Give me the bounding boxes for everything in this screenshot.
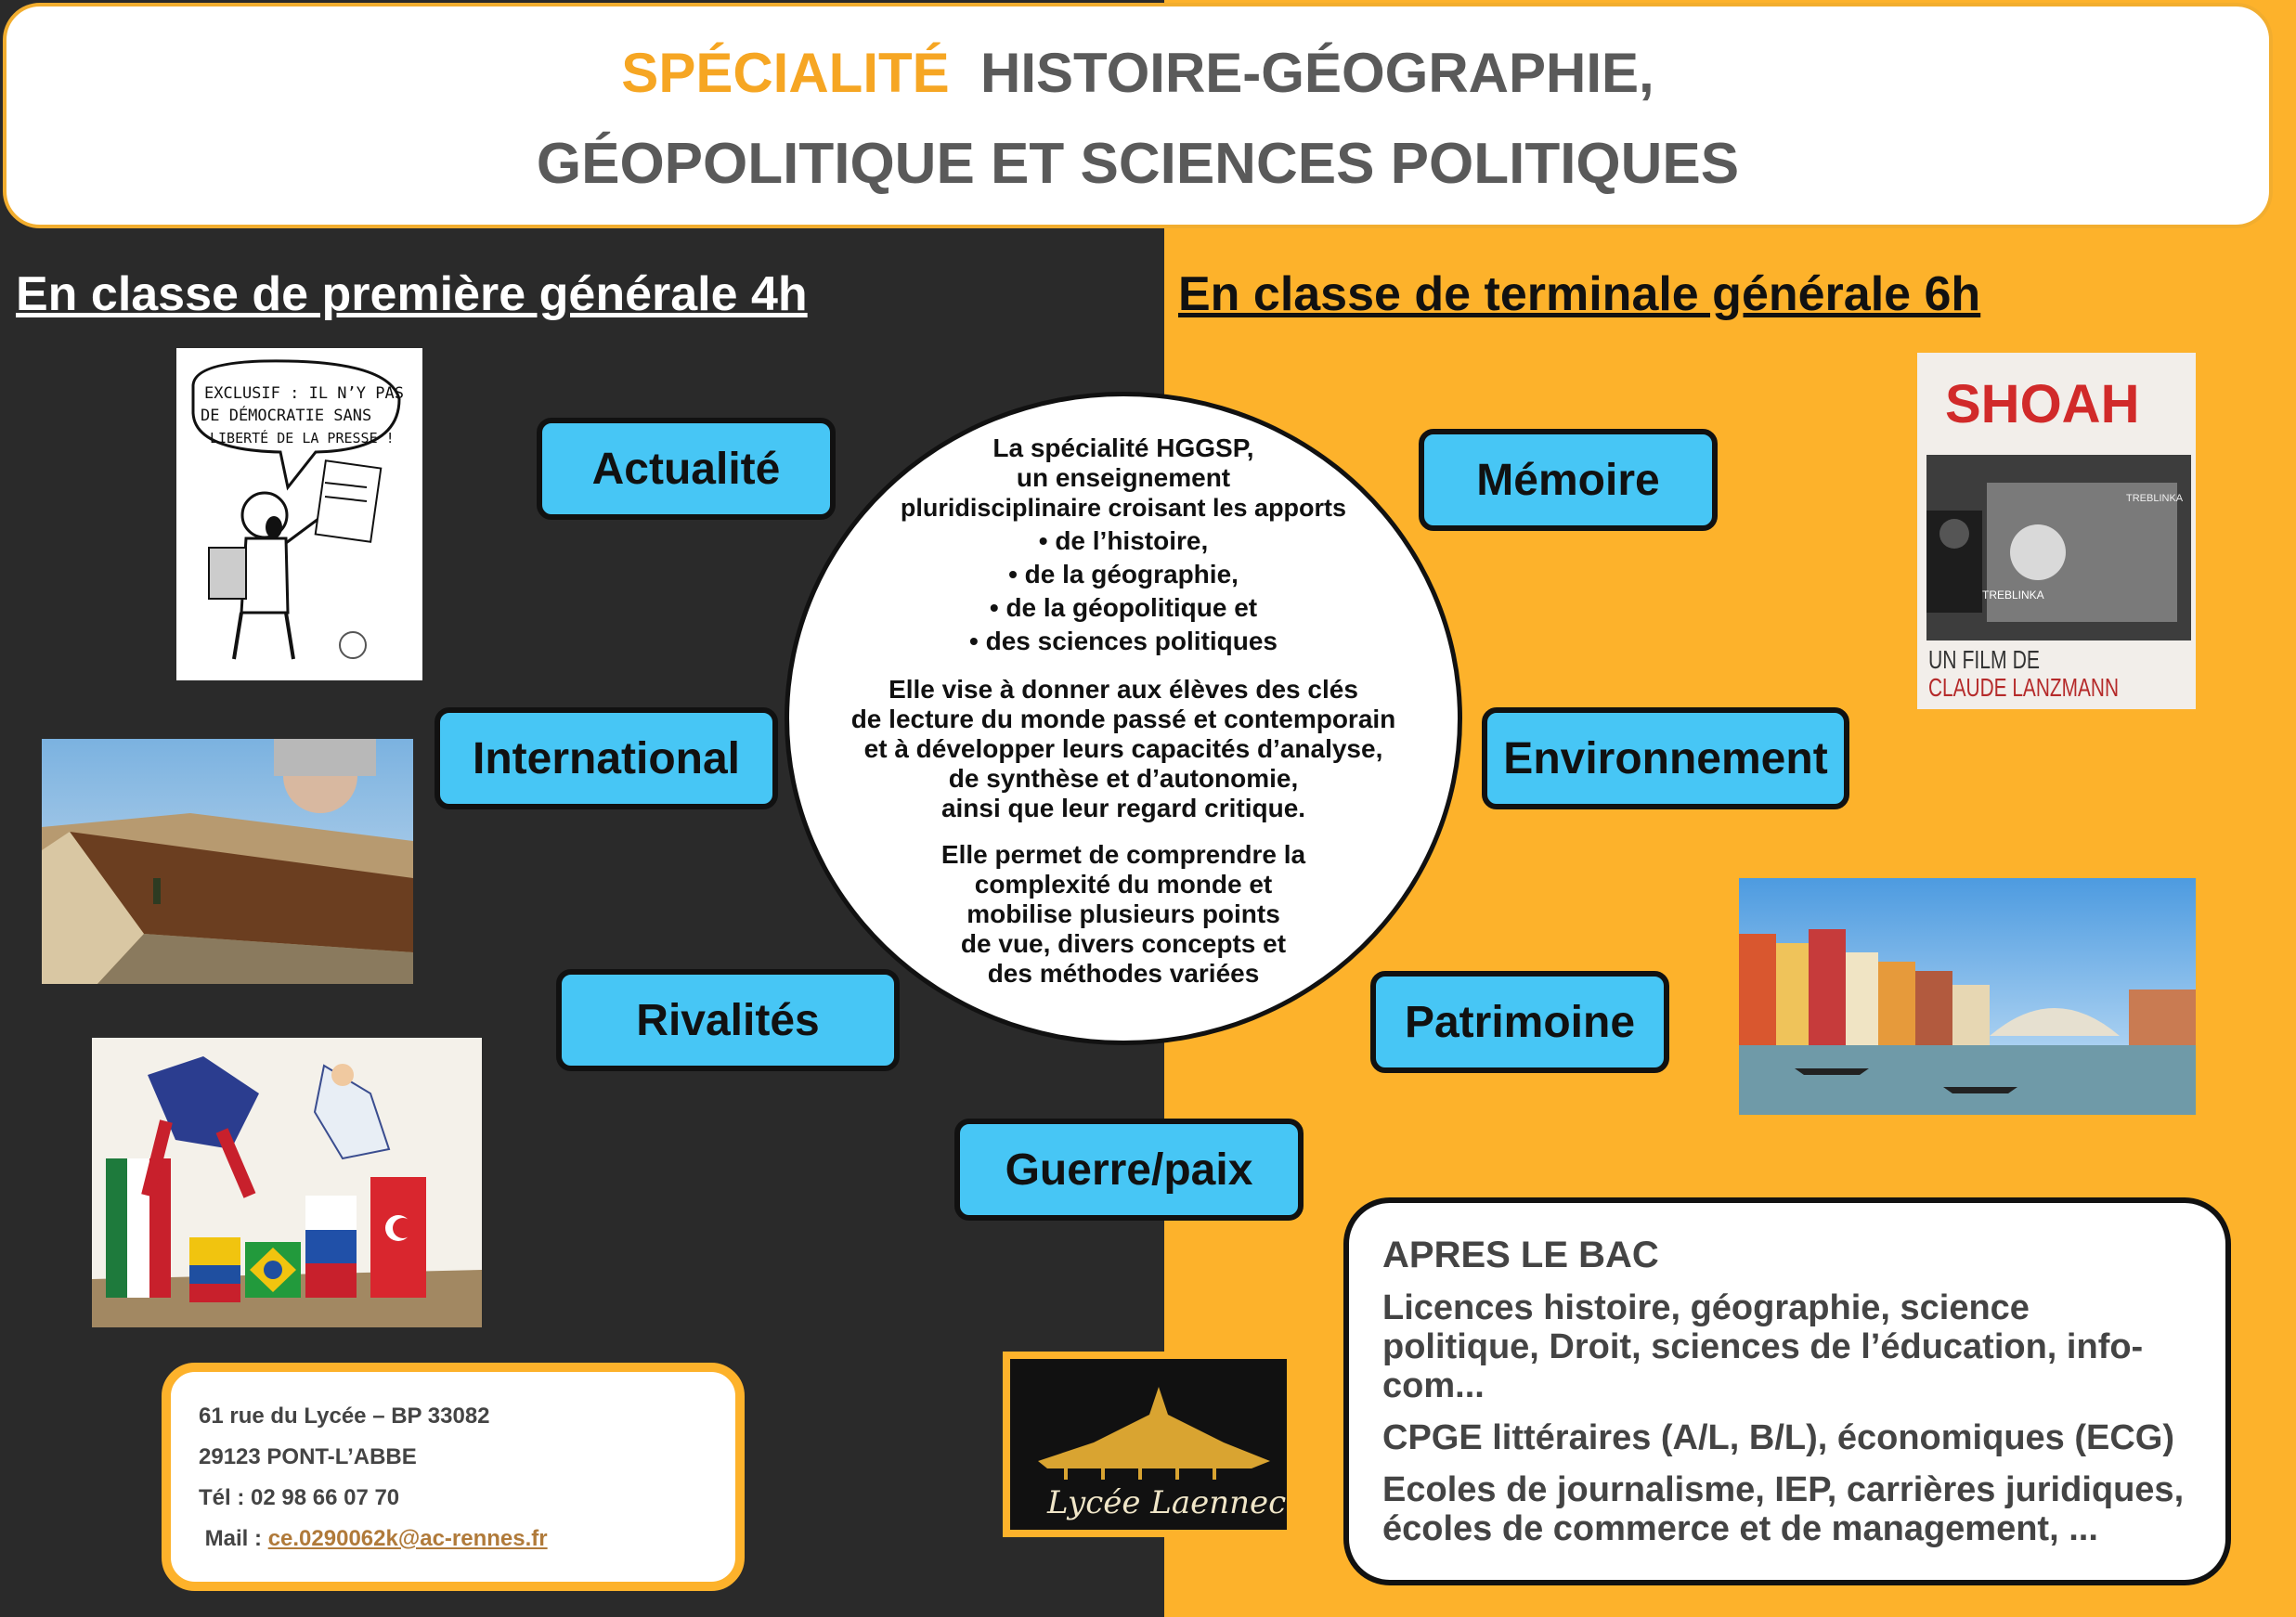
circle-line: Elle permet de comprendre la: [940, 840, 1306, 869]
rivalries-cartoon: [92, 1038, 482, 1327]
rivalries-drawing: [92, 1038, 482, 1327]
header-accent-word: SPÉCIALITÉ: [621, 42, 950, 104]
header-line-1-rest: HISTOIRE-GÉOGRAPHIE,: [980, 42, 1654, 104]
after-bac-box: [1343, 1197, 2231, 1585]
circle-line: ainsi que leur regard critique.: [940, 794, 1306, 822]
terminale-title: En classe de terminale générale 6h: [1178, 267, 1981, 321]
theme-patrimoine[interactable]: Patrimoine: [1370, 971, 1669, 1073]
circle-line: • de la géopolitique et: [989, 593, 1258, 622]
logo-text: Lycée Laennec: [1047, 1484, 1287, 1521]
cartoon-line-3: LIBERTÉ DE LA PRESSE !: [210, 430, 395, 446]
theme-rivalites[interactable]: Rivalités: [556, 969, 900, 1071]
after-bac-heading: APRES LE BAC: [1382, 1235, 1659, 1275]
border-wall-drawing: [42, 739, 413, 984]
press-freedom-cartoon: [176, 348, 422, 680]
lycee-laennec-logo: [1003, 1352, 1294, 1537]
circle-line: complexité du monde et: [974, 870, 1273, 899]
circle-paragraph-2: [789, 675, 1458, 823]
circle-paragraph-3: [789, 840, 1458, 989]
shoah-poster: [1917, 353, 2196, 709]
shoah-poster-drawing: [1917, 353, 2196, 709]
shoah-caption-1: UN FILM DE: [1928, 645, 2040, 674]
theme-international[interactable]: International: [435, 707, 778, 809]
cartoon-drawing: [176, 348, 422, 680]
lycee-building-emblem: [1010, 1359, 1287, 1530]
shoah-title: SHOAH: [1945, 374, 2140, 434]
contact-phone: Tél : 02 98 66 07 70: [199, 1485, 400, 1510]
after-bac-item: CPGE littéraires (A/L, B/L), économiques (ECG): [1382, 1418, 2175, 1457]
page-header: [3, 3, 2273, 228]
contact-email-link[interactable]: ce.0290062k@ac-rennes.fr: [267, 1526, 548, 1551]
circle-line: de synthèse et d’autonomie,: [948, 764, 1299, 793]
circle-line: des méthodes variées: [987, 959, 1260, 988]
after-bac-item: Licences histoire, géographie, science politique, Droit, sciences de l’éducation, info-com...: [1382, 1288, 2144, 1405]
theme-environnement[interactable]: Environnement: [1482, 707, 1849, 809]
circle-line: de vue, divers concepts et: [960, 929, 1287, 958]
contact-mail-label: Mail :: [204, 1526, 263, 1551]
circle-line: La spécialité HGGSP,: [992, 433, 1254, 462]
header-line-1: [6, 38, 2269, 109]
theme-guerre-paix[interactable]: Guerre/paix: [954, 1119, 1304, 1221]
contact-address-line-1: 61 rue du Lycée – BP 33082: [199, 1404, 490, 1429]
circle-line: • de la géographie,: [1008, 560, 1239, 589]
circle-line: et à développer leurs capacités d’analyse,: [863, 734, 1383, 763]
shoah-sign-2: TREBLINKA: [1982, 589, 2044, 602]
theme-actualite[interactable]: Actualité: [537, 418, 836, 520]
header-line-2: GÉOPOLITIQUE ET SCIENCES POLITIQUES: [536, 132, 1740, 196]
circle-line: Elle vise à donner aux élèves des clés: [889, 675, 1358, 704]
cartoon-line-2: DE DÉMOCRATIE SANS: [201, 407, 372, 425]
circle-line: un enseignement: [1016, 463, 1231, 492]
circle-line: • de l’histoire,: [1038, 526, 1209, 555]
circle-line: pluridisciplinaire croisant les apports: [900, 494, 1347, 522]
shoah-sign-1: TREBLINKA: [2126, 493, 2184, 504]
contact-mail-row: [199, 1519, 707, 1559]
circle-line: mobilise plusieurs points: [966, 899, 1280, 928]
border-wall-photo: [42, 739, 413, 984]
school-contact-box: [162, 1363, 745, 1591]
shoah-caption-2: CLAUDE LANZMANN: [1928, 673, 2119, 702]
circle-paragraph-1: [789, 396, 1458, 656]
venice-photo: [1739, 878, 2196, 1115]
after-bac-item: Ecoles de journalisme, IEP, carrières juridiques, écoles de commerce et de management, ...: [1382, 1470, 2185, 1548]
cartoon-line-1: EXCLUSIF : IL N’Y PAS: [204, 384, 404, 403]
premiere-title: En classe de première générale 4h: [16, 267, 808, 321]
hggsp-description-circle: [785, 392, 1462, 1045]
contact-address-line-2: 29123 PONT-L’ABBE: [199, 1444, 417, 1469]
circle-line: de lecture du monde passé et contemporain: [850, 705, 1396, 733]
venice-drawing: [1739, 878, 2196, 1115]
theme-memoire[interactable]: Mémoire: [1419, 429, 1718, 531]
circle-line: • des sciences politiques: [969, 627, 1278, 655]
